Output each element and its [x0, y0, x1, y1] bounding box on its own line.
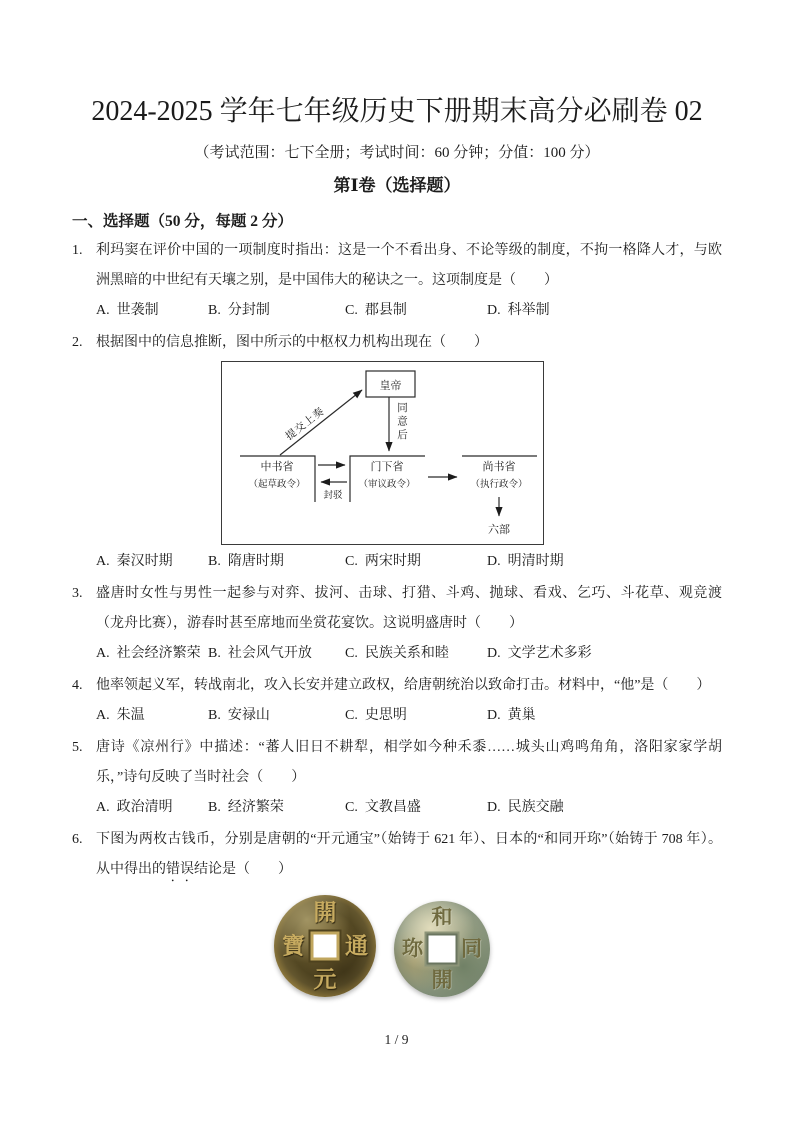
option-d [487, 793, 722, 823]
question-text: 利玛窦在评价中国的一项制度时指出：这是一个不看出身、不论等级的制度，不拘一格降人才，与欧洲黑暗的中世纪有天壤之别，是中国伟大的秘诀之一。这项制度是（ ） [96, 243, 722, 288]
menxiasheng-role: （审议政令） [358, 480, 416, 490]
coin-character-left: 珎 [402, 936, 423, 961]
question-number: 5. [72, 740, 83, 755]
question-text: 盛唐时女性与男性一起参与对弈、拔河、击球、打猎、斗鸡、抛球、看戏、乞巧、斗花草、观竞渡（龙舟比赛），游春时甚至席地而坐赏花宴饮。这说明盛唐时（ ） [96, 586, 722, 631]
option-c [345, 639, 487, 669]
option-text: 两宋时期 [364, 554, 421, 569]
zhongshusheng-role: （起草政令） [248, 480, 306, 490]
question-text-emphasized: 错误 [166, 862, 194, 877]
option-label: D. [487, 303, 501, 318]
question-text: 他率领起义军，转战南北，攻入长安并建立政权，给唐朝统治以致命打击。材料中，“他”是（ ） [96, 678, 711, 693]
question-text: 唐诗《凉州行》中描述：“蕃人旧日不耕犁，相学如今种禾黍……城头山鸡鸣角角，洛阳家家学胡乐，”诗句反映了当时社会（ ） [96, 740, 722, 785]
question-stem [72, 671, 722, 701]
option-d [487, 701, 722, 731]
option-text: 民族关系和睦 [364, 646, 449, 661]
question-text-pre: 下图为两枚古钱币，分别是唐朝的“开元通宝”（始铸于 621 年）、日本的“和同开珎”（始铸于 708 年）。从中得出的 [96, 832, 722, 877]
option-d [487, 296, 722, 326]
option-label: B. [208, 554, 221, 569]
option-text: 明清时期 [507, 554, 564, 569]
wado-kaichin-coin [394, 901, 490, 997]
zhongshusheng-label: 中书省 [260, 461, 294, 473]
kaiyuan-tongbao-coin [274, 895, 376, 997]
coin-square-hole [311, 932, 340, 961]
question-number: 3. [72, 586, 83, 601]
option-d [487, 639, 722, 669]
reject-label: 封驳 [323, 491, 343, 501]
option-text: 安禄山 [227, 708, 270, 723]
option-text: 文教昌盛 [364, 800, 421, 815]
coin-character-left: 寶 [282, 933, 305, 959]
option-b [208, 639, 345, 669]
section-heading: 一、选择题（50 分，每题 2 分） [72, 213, 293, 230]
option-label: C. [345, 646, 358, 661]
option-b [208, 701, 345, 731]
option-c [345, 701, 487, 731]
option-text: 分封制 [227, 303, 270, 318]
page-title: 2024-2025 学年七年级历史下册期末高分必刷卷 02 [91, 96, 703, 127]
page-number: 1 / 9 [384, 1032, 409, 1047]
option-text: 黄巢 [507, 708, 536, 723]
option-label: A. [96, 303, 110, 318]
coin-character-bottom: 開 [431, 968, 453, 992]
page-content [72, 94, 722, 1013]
option-text: 郡县制 [364, 303, 407, 318]
question-stem [72, 236, 722, 296]
submit-memorial-label: 提交上奏 [284, 405, 328, 443]
options-row [72, 701, 722, 731]
options-row [72, 793, 722, 823]
option-label: C. [345, 800, 358, 815]
shangshusheng-label: 尚书省 [482, 461, 516, 473]
options-row [72, 296, 722, 326]
option-b [208, 296, 345, 326]
question-6 [72, 825, 722, 1013]
question-5 [72, 733, 722, 823]
question-number: 4. [72, 678, 83, 693]
coin-images [72, 891, 722, 1013]
coin-character-bottom: 元 [313, 967, 337, 992]
option-label: A. [96, 800, 110, 815]
option-text: 社会风气开放 [227, 646, 312, 661]
question-4 [72, 671, 722, 731]
option-a [96, 701, 208, 731]
question-text: 根据图中的信息推断，图中所示的中枢权力机构出现在（ ） [96, 335, 488, 350]
option-label: D. [487, 646, 501, 661]
option-text: 社会经济繁荣 [116, 646, 201, 661]
option-a [96, 547, 208, 577]
options-row [72, 547, 722, 577]
coin-character-top: 和 [431, 905, 453, 929]
option-label: C. [345, 303, 358, 318]
question-3 [72, 579, 722, 669]
option-label: B. [208, 646, 221, 661]
question-number: 2. [72, 335, 83, 350]
option-d [487, 547, 722, 577]
option-text: 科举制 [507, 303, 550, 318]
six-ministries-label: 六部 [488, 524, 510, 536]
option-a [96, 296, 208, 326]
option-text: 史思明 [364, 708, 407, 723]
option-label: A. [96, 646, 110, 661]
option-label: D. [487, 554, 501, 569]
option-b [208, 547, 345, 577]
option-text: 隋唐时期 [227, 554, 284, 569]
option-label: B. [208, 303, 221, 318]
option-c [345, 296, 487, 326]
question-stem [72, 733, 722, 793]
question-number: 6. [72, 832, 83, 847]
power-structure-diagram [221, 361, 544, 545]
option-text: 世袭制 [116, 303, 159, 318]
option-c [345, 547, 487, 577]
question-stem [72, 328, 722, 358]
menxiasheng-label: 门下省 [370, 461, 404, 473]
question-1 [72, 236, 722, 326]
option-text: 政治清明 [116, 800, 173, 815]
exam-info-line: （考试范围：七下全册；考试时间：60 分钟；分值：100 分） [194, 145, 600, 161]
option-b [208, 793, 345, 823]
shangshusheng-role: （执行政令） [470, 480, 528, 490]
coin-character-top: 開 [313, 900, 337, 925]
option-text: 文学艺术多彩 [507, 646, 592, 661]
option-text: 民族交融 [507, 800, 564, 815]
option-label: B. [208, 800, 221, 815]
question-stem [72, 825, 722, 885]
option-label: D. [487, 708, 501, 723]
after-approval-label: 同意后 [396, 402, 407, 443]
diagram-svg [222, 362, 543, 544]
option-text: 经济繁荣 [227, 800, 284, 815]
options-row [72, 639, 722, 669]
option-label: A. [96, 554, 110, 569]
option-a [96, 639, 208, 669]
option-a [96, 793, 208, 823]
question-2 [72, 328, 722, 577]
option-label: A. [96, 708, 110, 723]
coin-square-hole [427, 934, 458, 965]
option-text: 秦汉时期 [116, 554, 173, 569]
emperor-label: 皇帝 [379, 380, 402, 392]
coin-character-right: 通 [345, 933, 368, 959]
option-label: B. [208, 708, 221, 723]
volume-title: 第Ⅰ卷（选择题） [333, 176, 461, 195]
question-text-post: 结论是（ ） [194, 862, 292, 877]
option-c [345, 793, 487, 823]
question-stem [72, 579, 722, 639]
coin-character-right: 同 [461, 936, 482, 961]
option-text: 朱温 [116, 708, 145, 723]
option-label: D. [487, 800, 501, 815]
option-label: C. [345, 554, 358, 569]
question-number: 1. [72, 243, 83, 258]
option-label: C. [345, 708, 358, 723]
